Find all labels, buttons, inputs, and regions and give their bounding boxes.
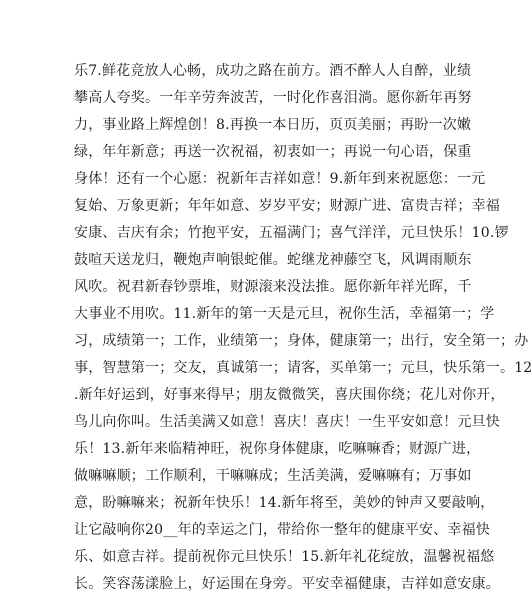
text-line: 让它敲响你20__年的幸运之门，带给你一整年的健康平安、幸福快 (74, 522, 491, 538)
text-line: .新年好运到，好事来得早；朋友微微笑，喜庆围你绕；花儿对你开， (74, 387, 505, 403)
text-line: 做嘛嘛顺；工作顺利，干嘛嘛成；生活美满，爱嘛嘛有；万事如 (74, 468, 472, 484)
text-line: 习，成绩第一；工作，业绩第一；身体，健康第一；出行，安全第一；办 (74, 333, 529, 349)
text-line-partial: 长。笑容荡漾脸上，好运围在身旁。平安幸福健康，吉祥如意安康。 (74, 576, 500, 592)
text-line: 乐7.鲜花竞放人心畅，成功之路在前方。酒不醉人人自醉，业绩 (74, 63, 472, 79)
text-line: 事，智慧第一；交友，真诚第一；请客，买单第一；元旦，快乐第一。12 (74, 360, 532, 376)
text-line: 鸟儿向你叫。生活美满又如意！喜庆！喜庆！一生平安如意！元旦快 (74, 414, 500, 430)
text-line: 身体！还有一个心愿：祝新年吉祥如意！9.新年到来祝愿您：一元 (74, 171, 486, 187)
text-line: 乐、如意吉祥。提前祝你元旦快乐！15.新年礼花绽放，温馨祝福悠 (74, 549, 495, 565)
text-line: 鼓喧天送龙归，鞭炮声响银蛇催。蛇继龙神藤空飞，风调雨顺东 (74, 252, 472, 268)
text-line: 攀高人夸奖。一年辛劳奔波苦，一时化作喜泪淌。愿你新年再努 (74, 90, 472, 106)
text-line: 意，盼嘛嘛来；祝新年快乐！14.新年将至，美妙的钟声又要敲响， (74, 495, 495, 511)
text-line: 复始、万象更新；年年如意、岁岁平安；财源广进、富贵吉祥；幸福 (74, 198, 500, 214)
text-line: 绿，年年新意；再送一次祝福，初衷如一；再说一句心语，保重 (74, 144, 472, 160)
text-line: 大事业不用吹。11.新年的第一天是元旦，祝你生活，幸福第一；学 (74, 306, 495, 322)
text-line: 力，事业路上辉煌创！8.再换一本日历，页页美丽；再盼一次嫩 (74, 117, 472, 133)
text-line: 安康、吉庆有余；竹抱平安，五福满门；喜气洋洋，元旦快乐！10.锣 (74, 225, 509, 241)
document-body (74, 58, 532, 592)
text-line: 乐！13.新年来临精神旺，祝你身体健康，吃嘛嘛香；财源广进， (74, 441, 481, 457)
text-line: 风吹。祝君新春钞票堆，财源滚来没法推。愿你新年祥光晖，千 (74, 279, 472, 295)
